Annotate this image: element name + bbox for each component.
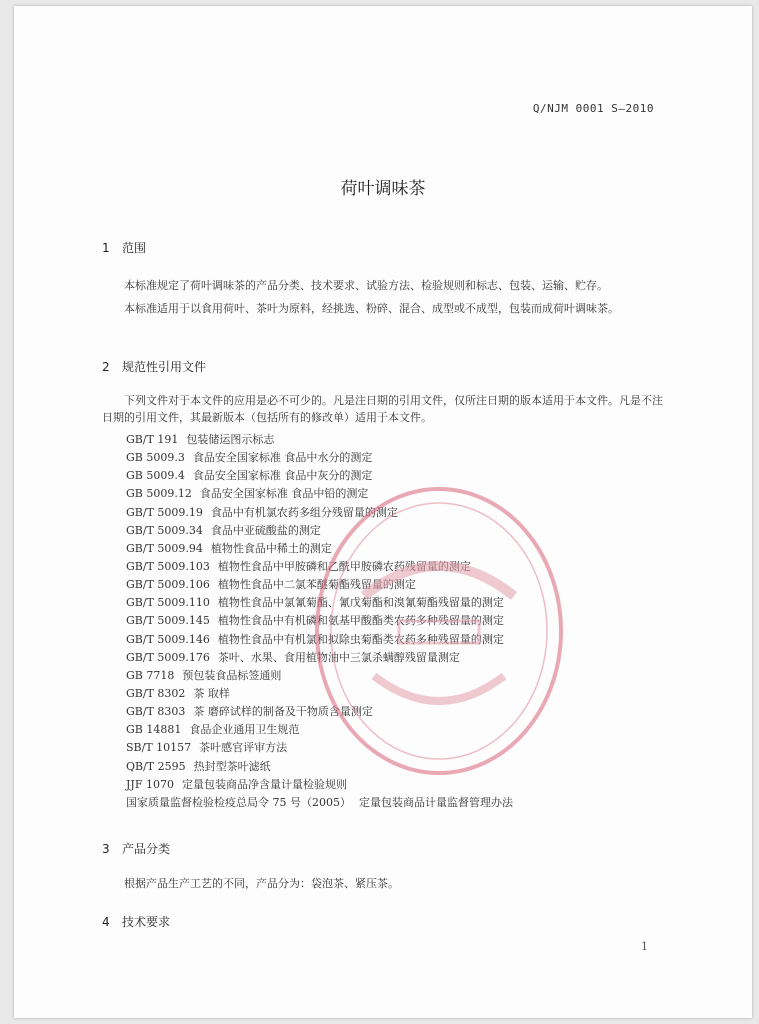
reference-item — [126, 739, 513, 757]
section-4-number: 4 — [102, 915, 110, 929]
reference-code: GB 5009.4 — [126, 469, 185, 483]
section-2-heading — [102, 358, 206, 375]
document-number: Q/NJM 0001 S—2010 — [532, 102, 654, 115]
reference-title: 植物性食品中甲胺磷和乙酰甲胺磷农药残留量的测定 — [217, 559, 471, 573]
reference-item — [126, 522, 513, 540]
reference-title: 植物性食品中氯氰菊酯、氰戊菊酯和溴氰菊酯残留量的测定 — [217, 596, 504, 610]
reference-code: JJF 1070 — [126, 777, 174, 791]
reference-code: GB/T 8302 — [126, 686, 186, 700]
section-2-title: 规范性引用文件 — [122, 360, 207, 374]
reference-title: 植物性食品中稀土的测定 — [210, 541, 332, 555]
reference-item — [126, 594, 513, 612]
reference-item — [126, 721, 513, 739]
section-3-number: 3 — [102, 842, 110, 856]
section-1-paragraph-2: 本标准适用于以食用荷叶、茶叶为原料，经挑选、粉碎、混合、成型或不成型，包装而成荷叶调味茶。 — [124, 302, 619, 315]
normative-references-list — [126, 431, 513, 812]
reference-code: GB/T 5009.110 — [126, 596, 210, 610]
reference-title: 包装储运图示标志 — [186, 433, 275, 446]
page-title: 荷叶调味茶 — [340, 179, 426, 199]
reference-code: GB/T 5009.176 — [126, 650, 210, 664]
section-1-heading — [102, 239, 146, 256]
reference-title: 定量包装商品净含量计量检验规则 — [181, 777, 347, 791]
section-4-title: 技术要求 — [122, 915, 171, 929]
reference-item — [126, 449, 513, 467]
reference-title: 植物性食品中有机磷和氨基甲酸酯类农药多种残留量的测定 — [217, 614, 504, 628]
document-page — [14, 6, 752, 1018]
section-3-title: 产品分类 — [122, 842, 171, 856]
reference-title: 食品中亚硫酸盐的测定 — [210, 523, 321, 537]
reference-code: GB/T 5009.106 — [126, 578, 210, 592]
reference-title: 茶叶感官评审方法 — [199, 741, 288, 755]
reference-title: 食品企业通用卫生规范 — [189, 723, 300, 737]
reference-item — [126, 485, 513, 503]
reference-item — [126, 685, 513, 703]
section-2-number: 2 — [102, 360, 110, 374]
reference-title: 茶 磨碎试样的制备及干物质含量测定 — [193, 705, 373, 719]
reference-code: GB 14881 — [126, 723, 182, 737]
reference-title: 植物性食品中二氯苯醚菊酯残留量的测定 — [217, 578, 416, 592]
reference-item — [126, 576, 513, 594]
reference-title: 热封型茶叶滤纸 — [193, 759, 271, 773]
section-2-intro: 下列文件对于本文件的应用是必不可少的。凡是注日期的引用文件，仅所注日期的版本适用于本文件。凡是不注日期的引用文件，其最新版本（包括所有的修改单）适用于本文件。 — [102, 394, 663, 424]
reference-code: GB/T 8303 — [126, 705, 186, 719]
reference-code: 国家质量监督检验检疫总局令 75 号（2005） — [126, 795, 351, 809]
reference-code: GB/T 5009.34 — [126, 523, 203, 537]
reference-title: 食品安全国家标准 食品中灰分的测定 — [192, 469, 373, 483]
reference-code: GB 5009.3 — [126, 451, 185, 465]
reference-title: 植物性食品中有机氯和拟除虫菊酯类农药多种残留量的测定 — [217, 632, 504, 646]
reference-title: 食品安全国家标准 食品中铅的测定 — [199, 487, 369, 501]
reference-code: GB 5009.12 — [126, 487, 192, 501]
reference-title: 食品安全国家标准 食品中水分的测定 — [192, 451, 373, 465]
reference-item — [126, 467, 513, 485]
reference-title: 茶叶、水果、食用植物油中三氯杀螨醇残留量测定 — [217, 650, 460, 664]
section-1-title: 范围 — [122, 241, 147, 255]
section-1-paragraph-1: 本标准规定了荷叶调味茶的产品分类、技术要求、试验方法、检验规则和标志、包装、运输、贮存。 — [124, 279, 608, 292]
reference-code: GB/T 5009.94 — [126, 541, 203, 555]
reference-item — [126, 649, 513, 667]
reference-code: GB/T 5009.103 — [126, 559, 210, 573]
reference-item — [126, 612, 513, 630]
reference-item — [126, 703, 513, 721]
reference-title: 食品中有机氯农药多组分残留量的测定 — [210, 505, 398, 519]
reference-item — [126, 540, 513, 558]
section-4-heading — [102, 913, 170, 930]
section-3-paragraph-1: 根据产品生产工艺的不同，产品分为：袋泡茶、紧压茶。 — [124, 877, 399, 890]
section-1-number: 1 — [102, 241, 110, 255]
reference-code: GB/T 191 — [126, 433, 179, 446]
page-number: 1 — [641, 940, 648, 953]
reference-code: GB/T 5009.146 — [126, 632, 210, 646]
reference-code: GB 7718 — [126, 668, 175, 682]
reference-title: 定量包装商品计量监督管理办法 — [358, 795, 513, 809]
reference-code: SB/T 10157 — [126, 741, 192, 755]
reference-code: QB/T 2595 — [126, 759, 186, 773]
reference-item — [126, 431, 513, 449]
reference-item — [126, 631, 513, 649]
reference-title: 预包装食品标签通则 — [182, 668, 282, 682]
reference-item — [126, 758, 513, 776]
reference-code: GB/T 5009.145 — [126, 614, 210, 628]
section-3-heading — [102, 840, 170, 857]
reference-item — [126, 558, 513, 576]
reference-code: GB/T 5009.19 — [126, 505, 203, 519]
reference-item — [126, 794, 513, 812]
reference-item — [126, 504, 513, 522]
reference-item — [126, 776, 513, 794]
reference-item — [126, 667, 513, 685]
reference-title: 茶 取样 — [193, 686, 230, 700]
